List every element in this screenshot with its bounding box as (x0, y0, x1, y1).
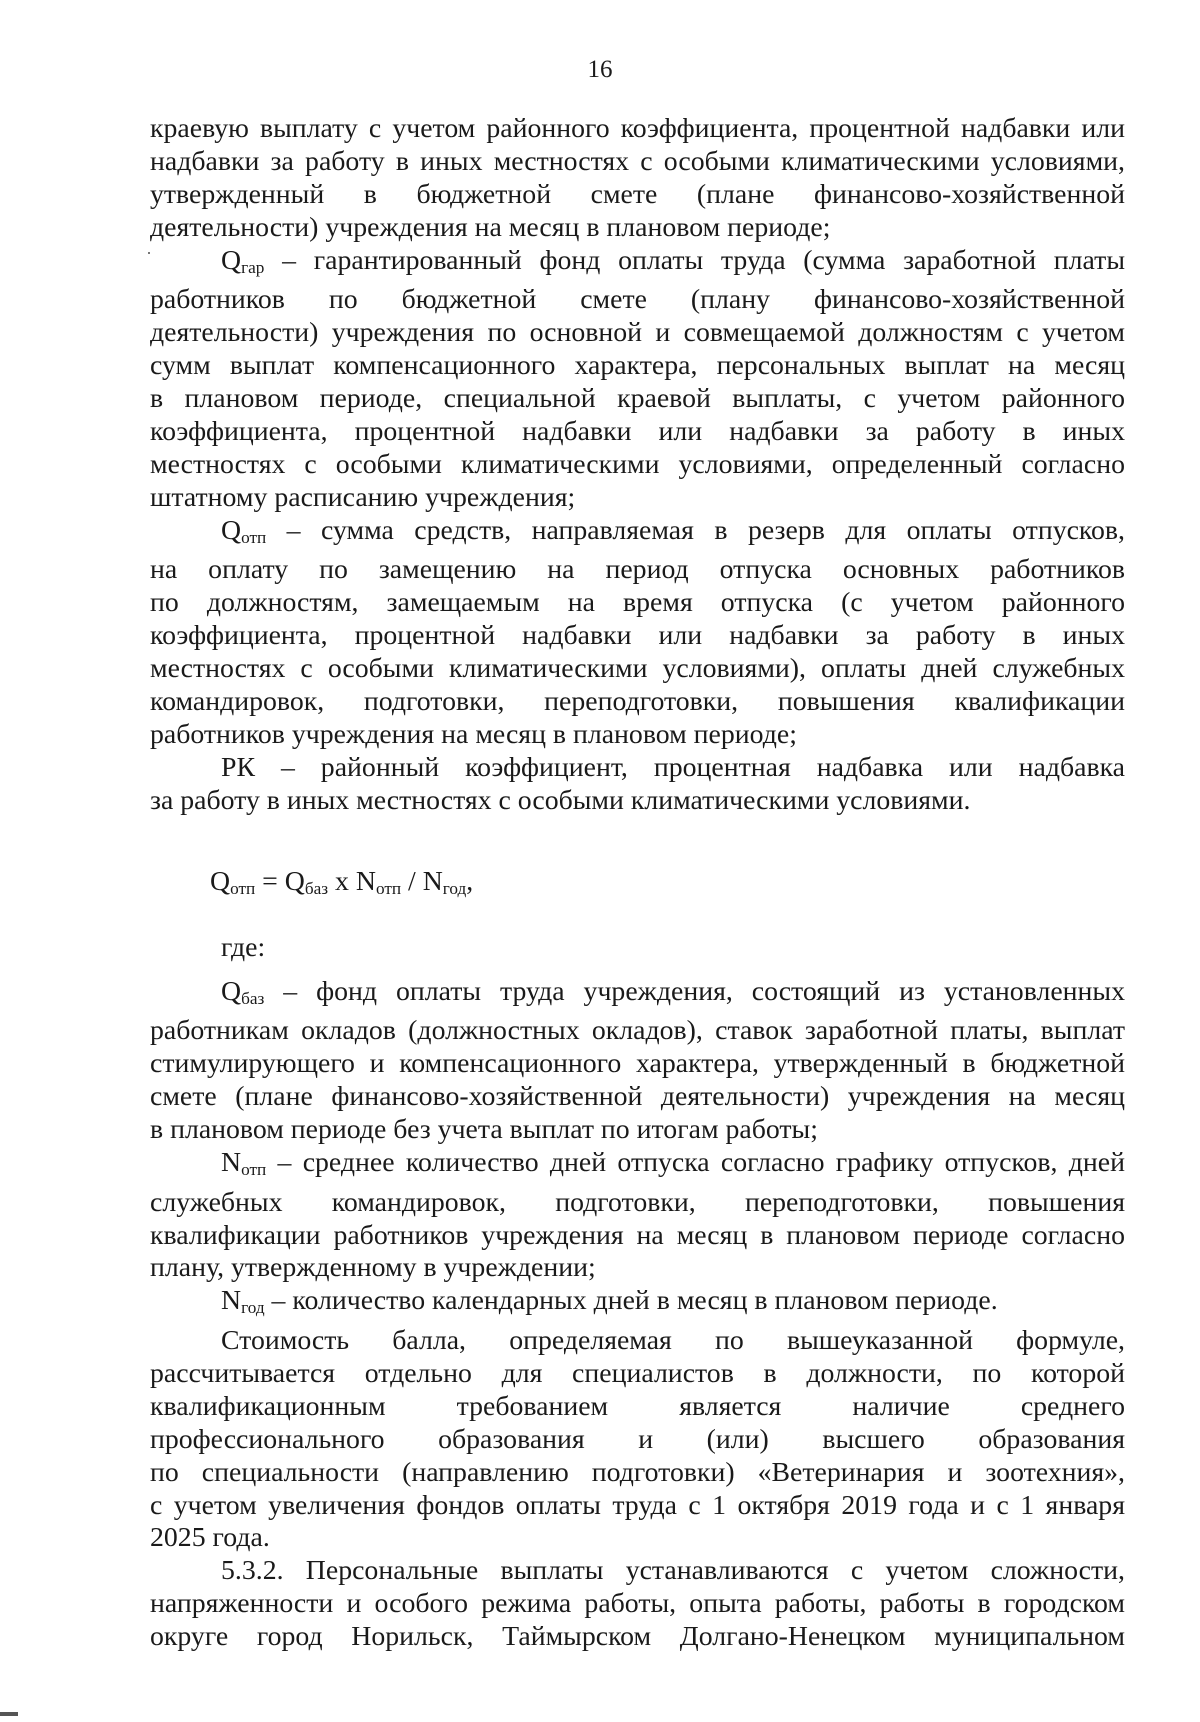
paragraph-text-line: Стоимость балла, определяемая по вышеуказанной формуле, (221, 1325, 1125, 1356)
paragraph-text-line: – среднее количество дней отпуска согласно графику отпусков, дней (266, 1146, 1125, 1178)
paragraph-text-line: работникам окладов (должностных окладов), ставок заработной платы, выплат (150, 1015, 1125, 1047)
paragraph-text-line: краевую выплату с учетом районного коэффициента, процентной надбавки или (150, 113, 1125, 144)
formula-operator-divide: / (401, 865, 423, 897)
definition-rk: РК – районный коэффициент, процентная надбавка или надбавка (221, 751, 1125, 783)
formula-term-2: N (355, 865, 376, 897)
symbol-subscript: год (241, 1298, 265, 1318)
definition-q-otp (150, 515, 1125, 555)
definition-q-baz (150, 976, 1125, 1016)
formula-lhs-subscript: отп (230, 878, 256, 898)
paragraph-text-line: за работу в иных местностях с особыми климатическими условиями. (150, 784, 971, 816)
paragraph-text-line: смете (плане финансово-хозяйственной деятельности) учреждения на месяц (150, 1081, 1125, 1113)
formula-term-3-subscript: год (442, 878, 467, 898)
section-5-3-2: 5.3.2. Персональные выплаты устанавливаются с учетом сложности, (221, 1555, 1125, 1587)
paragraph-text-line: утвержденный в бюджетной смете (плане финансово-хозяйственной (150, 178, 1125, 210)
formula-term-1: Q (284, 865, 305, 897)
symbol: Q (221, 975, 242, 1007)
paragraph-text-line: в плановом периоде, специальной краевой выплаты, с учетом районного (150, 383, 1125, 415)
symbol: Q (221, 514, 242, 546)
symbol-subscript: отп (241, 1159, 267, 1179)
definition-n-otp (150, 1147, 1125, 1187)
formula-equals: = (255, 865, 285, 897)
scan-corner-mark (0, 1712, 18, 1716)
paragraph-text-line: командировок, подготовки, переподготовки, повышения квалификации (150, 685, 1125, 717)
paragraph-text-line: – сумма средств, направляемая в резерв для оплаты отпусков, (266, 514, 1125, 546)
definition-n-god (150, 1285, 1125, 1325)
symbol-subscript: баз (241, 988, 265, 1008)
scan-speck (148, 252, 150, 254)
paragraph-text-line: стимулирующего и компенсационного характера, утвержденный в бюджетной (150, 1048, 1125, 1080)
symbol: N (221, 1285, 242, 1317)
paragraph-text-line: штатному расписанию учреждения; (150, 481, 576, 513)
document-body (150, 113, 1125, 1654)
symbol-subscript: отп (241, 527, 267, 547)
formula-lhs: Q (210, 865, 231, 897)
paragraph-text-line: служебных командировок, подготовки, переподготовки, повышения (150, 1186, 1125, 1218)
paragraph-text-line: в плановом периоде без учета выплат по итогам работы; (150, 1114, 818, 1145)
formula-term-2-subscript: отп (375, 878, 402, 898)
formula-operator-multiply: x (328, 865, 356, 897)
paragraph-text-line: плану, утвержденному в учреждении; (150, 1252, 596, 1284)
paragraph-text-line: напряженности и особого режима работы, опыта работы, работы в городском (150, 1588, 1125, 1620)
paragraph-text-line: округе город Норильск, Таймырском Долгано-Ненецком муниципальном (150, 1621, 1125, 1653)
paragraph-text-line: по специальности (направлению подготовки) «Ветеринария и зоотехния», (150, 1456, 1125, 1488)
paragraph-text-line: деятельности) учреждения по основной и совмещаемой должностям с учетом (150, 317, 1125, 349)
paragraph-text-line: коэффициента, процентной надбавки или надбавки за работу в иных (150, 620, 1125, 652)
where-label: где: (221, 931, 266, 963)
paragraph-text-line: на оплату по замещению на период отпуска основных работников (150, 554, 1125, 586)
paragraph-text-line: сумм выплат компенсационного характера, персональных выплат на месяц (150, 350, 1125, 382)
paragraph-text-line: коэффициента, процентной надбавки или надбавки за работу в иных (150, 415, 1125, 447)
paragraph-text-line: профессионального образования и (или) высшего образования (150, 1423, 1125, 1455)
paragraph-text-line: квалификационным требованием является наличие среднего (150, 1390, 1125, 1422)
definition-q-gar (150, 245, 1125, 285)
paragraph-text-line: местностях с особыми климатическими условиями, определенный согласно (150, 448, 1125, 480)
paragraph-text-line: надбавки за работу в иных местностях с особыми климатическими условиями, (150, 145, 1125, 177)
symbol: Q (221, 244, 242, 276)
paragraph-text-line: по должностям, замещаемым на время отпуска (с учетом районного (150, 587, 1125, 619)
paragraph-text-line: деятельности) учреждения на месяц в плановом периоде; (150, 211, 831, 243)
paragraph-text-line: работников учреждения на месяц в плановом периоде; (150, 718, 797, 750)
formula (150, 818, 1125, 922)
formula-term-1-subscript: баз (304, 878, 329, 898)
paragraph-text-line: местностях с особыми климатическими условиями), оплаты дней служебных (150, 653, 1125, 685)
paragraph-text-line: с учетом увеличения фондов оплаты труда с 1 октября 2019 года и с 1 января (150, 1489, 1125, 1521)
symbol-subscript: гар (241, 257, 265, 277)
formula-trailing-comma: , (466, 865, 474, 897)
paragraph-text-line: рассчитывается отдельно для специалистов в должности, по которой (150, 1357, 1125, 1389)
paragraph-text-line: 2025 года. (150, 1522, 270, 1554)
paragraph-text-line: работников по бюджетной смете (плану финансово-хозяйственной (150, 284, 1125, 316)
formula-term-3: N (422, 865, 443, 897)
paragraph-text-line: квалификации работников учреждения на месяц в плановом периоде согласно (150, 1219, 1125, 1251)
paragraph-text-line: – фонд оплаты труда учреждения, состоящий из установленных (264, 975, 1125, 1007)
symbol: N (221, 1146, 242, 1178)
paragraph-text-line: – количество календарных дней в месяц в плановом периоде. (264, 1285, 998, 1317)
page-number: 16 (587, 56, 613, 83)
paragraph-text-line: – гарантированный фонд оплаты труда (сумма заработной платы (264, 244, 1125, 276)
